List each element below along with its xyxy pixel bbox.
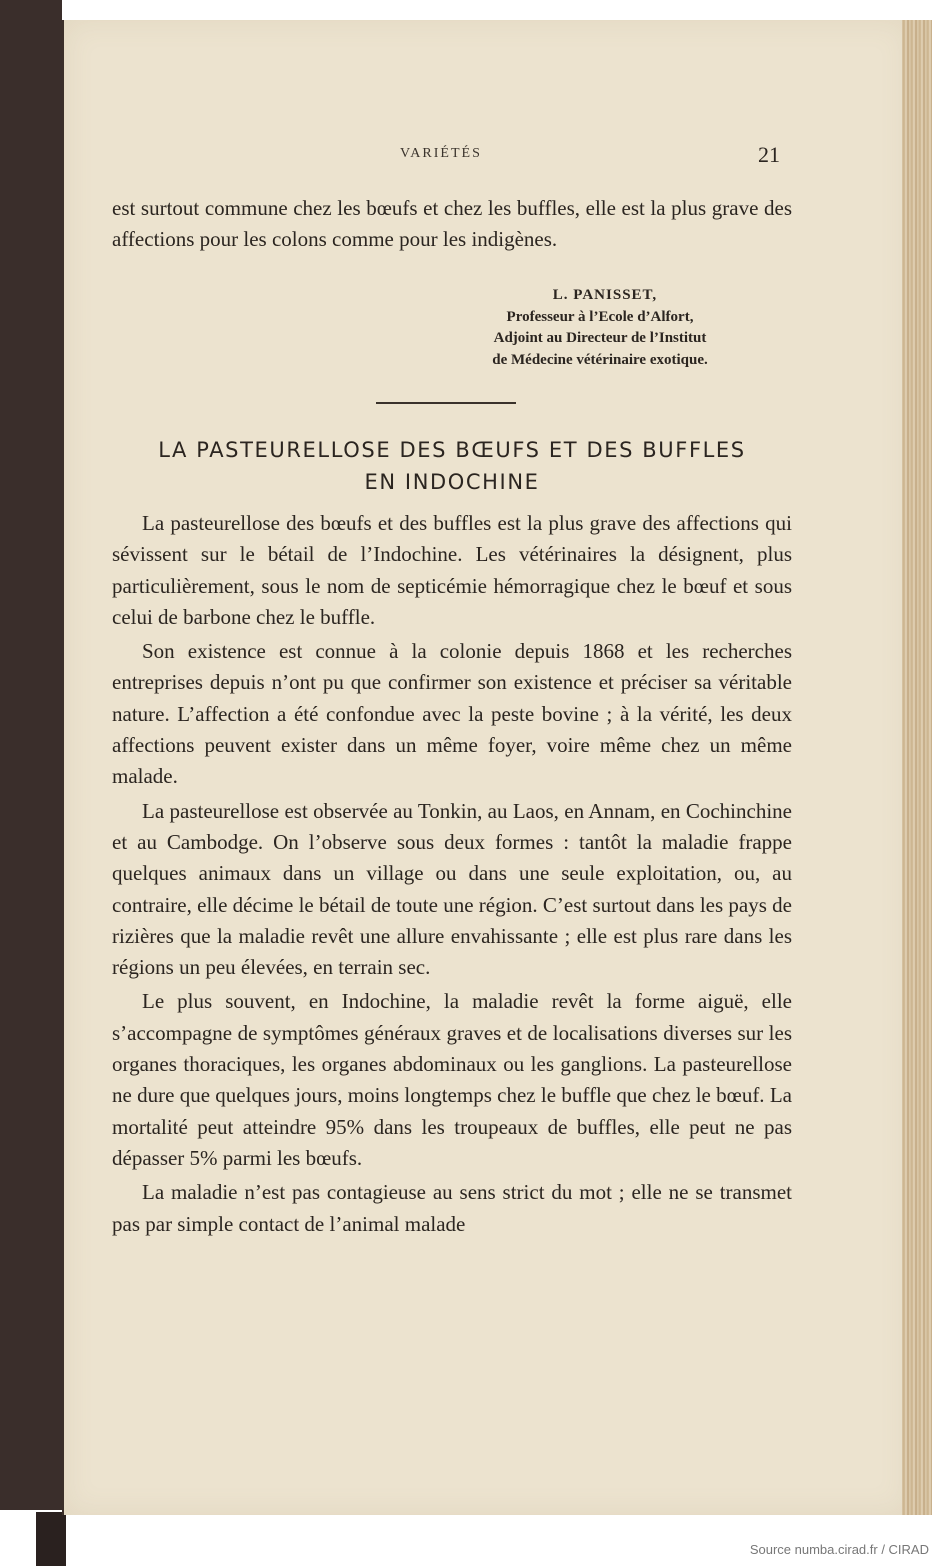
paragraph-3: La pasteurellose est observée au Tonkin, au Laos, en Annam, en Cochinchine et au Cambodge. On l’observe sous deux formes : tantôt la maladie frappe quelques animaux dans un village ou dans une seule exploitation, ou, au contraire, elle décime le bétail de toute une région. C’est surtout dans les pays de rizières que la maladie revêt une allure envahissante ; elle est plus rare dans les régions un peu élevées, en terrain sec. — [112, 798, 792, 980]
page-number: 21 — [758, 142, 780, 167]
book-binding — [0, 0, 62, 1510]
author-title-3: de Médecine vétérinaire exotique. — [492, 351, 708, 368]
running-header: VARIÉTÉS — [400, 146, 482, 161]
source-credit: Source numba.cirad.fr / CIRAD — [749, 1542, 929, 1557]
paragraph-2: Son existence est connue à la colonie depuis 1868 et les recherches entreprises depuis n’ont pu que confirmer son existence et préciser sa véritable nature. L’affection a été confondue avec la peste bovine ; à la vérité, les deux affections peuvent exister dans un même foyer, voire même chez un même malade. — [112, 639, 792, 789]
intro-paragraph: est surtout commune chez les bœufs et chez les buffles, elle est la plus grave des affections pour les colons comme pour les indigènes. — [112, 196, 792, 252]
article-title-line-2: EN INDOCHINE — [364, 470, 540, 494]
article-title-line-1: LA PASTEURELLOSE DES BŒUFS ET DES BUFFLES — [158, 438, 746, 462]
section-divider — [376, 402, 516, 404]
paragraph-5: La maladie n’est pas contagieuse au sens strict du mot ; elle ne se transmet pas par simple contact de l’animal malade — [112, 1180, 792, 1236]
article-body — [112, 508, 792, 1240]
author-name: L. PANISSET, — [552, 287, 658, 303]
intro-block — [112, 193, 792, 256]
author-title-1: Professeur à l’Ecole d’Alfort, — [506, 308, 694, 325]
paragraph-4: Le plus souvent, en Indochine, la maladie revêt la forme aiguë, elle s’accompagne de symptômes généraux graves et de localisations diverses sur les organes thoraciques, les organes abdominaux ou les ganglions. La pasteurellose ne dure que quelques jours, moins longtemps chez le buffle que chez le bœuf. La mortalité peut atteindre 95% dans les troupeaux de buffles, elle peut ne pas dépasser 5% parmi les bœufs. — [112, 989, 792, 1170]
page-stack-edge — [902, 20, 932, 1515]
signature-block — [440, 285, 760, 371]
article-title — [112, 434, 792, 498]
paragraph-1: La pasteurellose des bœufs et des buffles est la plus grave des affections qui sévissent sur le bétail de l’Indochine. Les vétérinaires la désignent, plus particulièrement, sous le nom de septicémie hémorragique chez le bœuf et sous celui de barbone chez le buffle. — [112, 511, 792, 629]
author-title-2: Adjoint au Directeur de l’Institut — [493, 330, 707, 346]
book-binding-corner — [36, 1512, 66, 1566]
